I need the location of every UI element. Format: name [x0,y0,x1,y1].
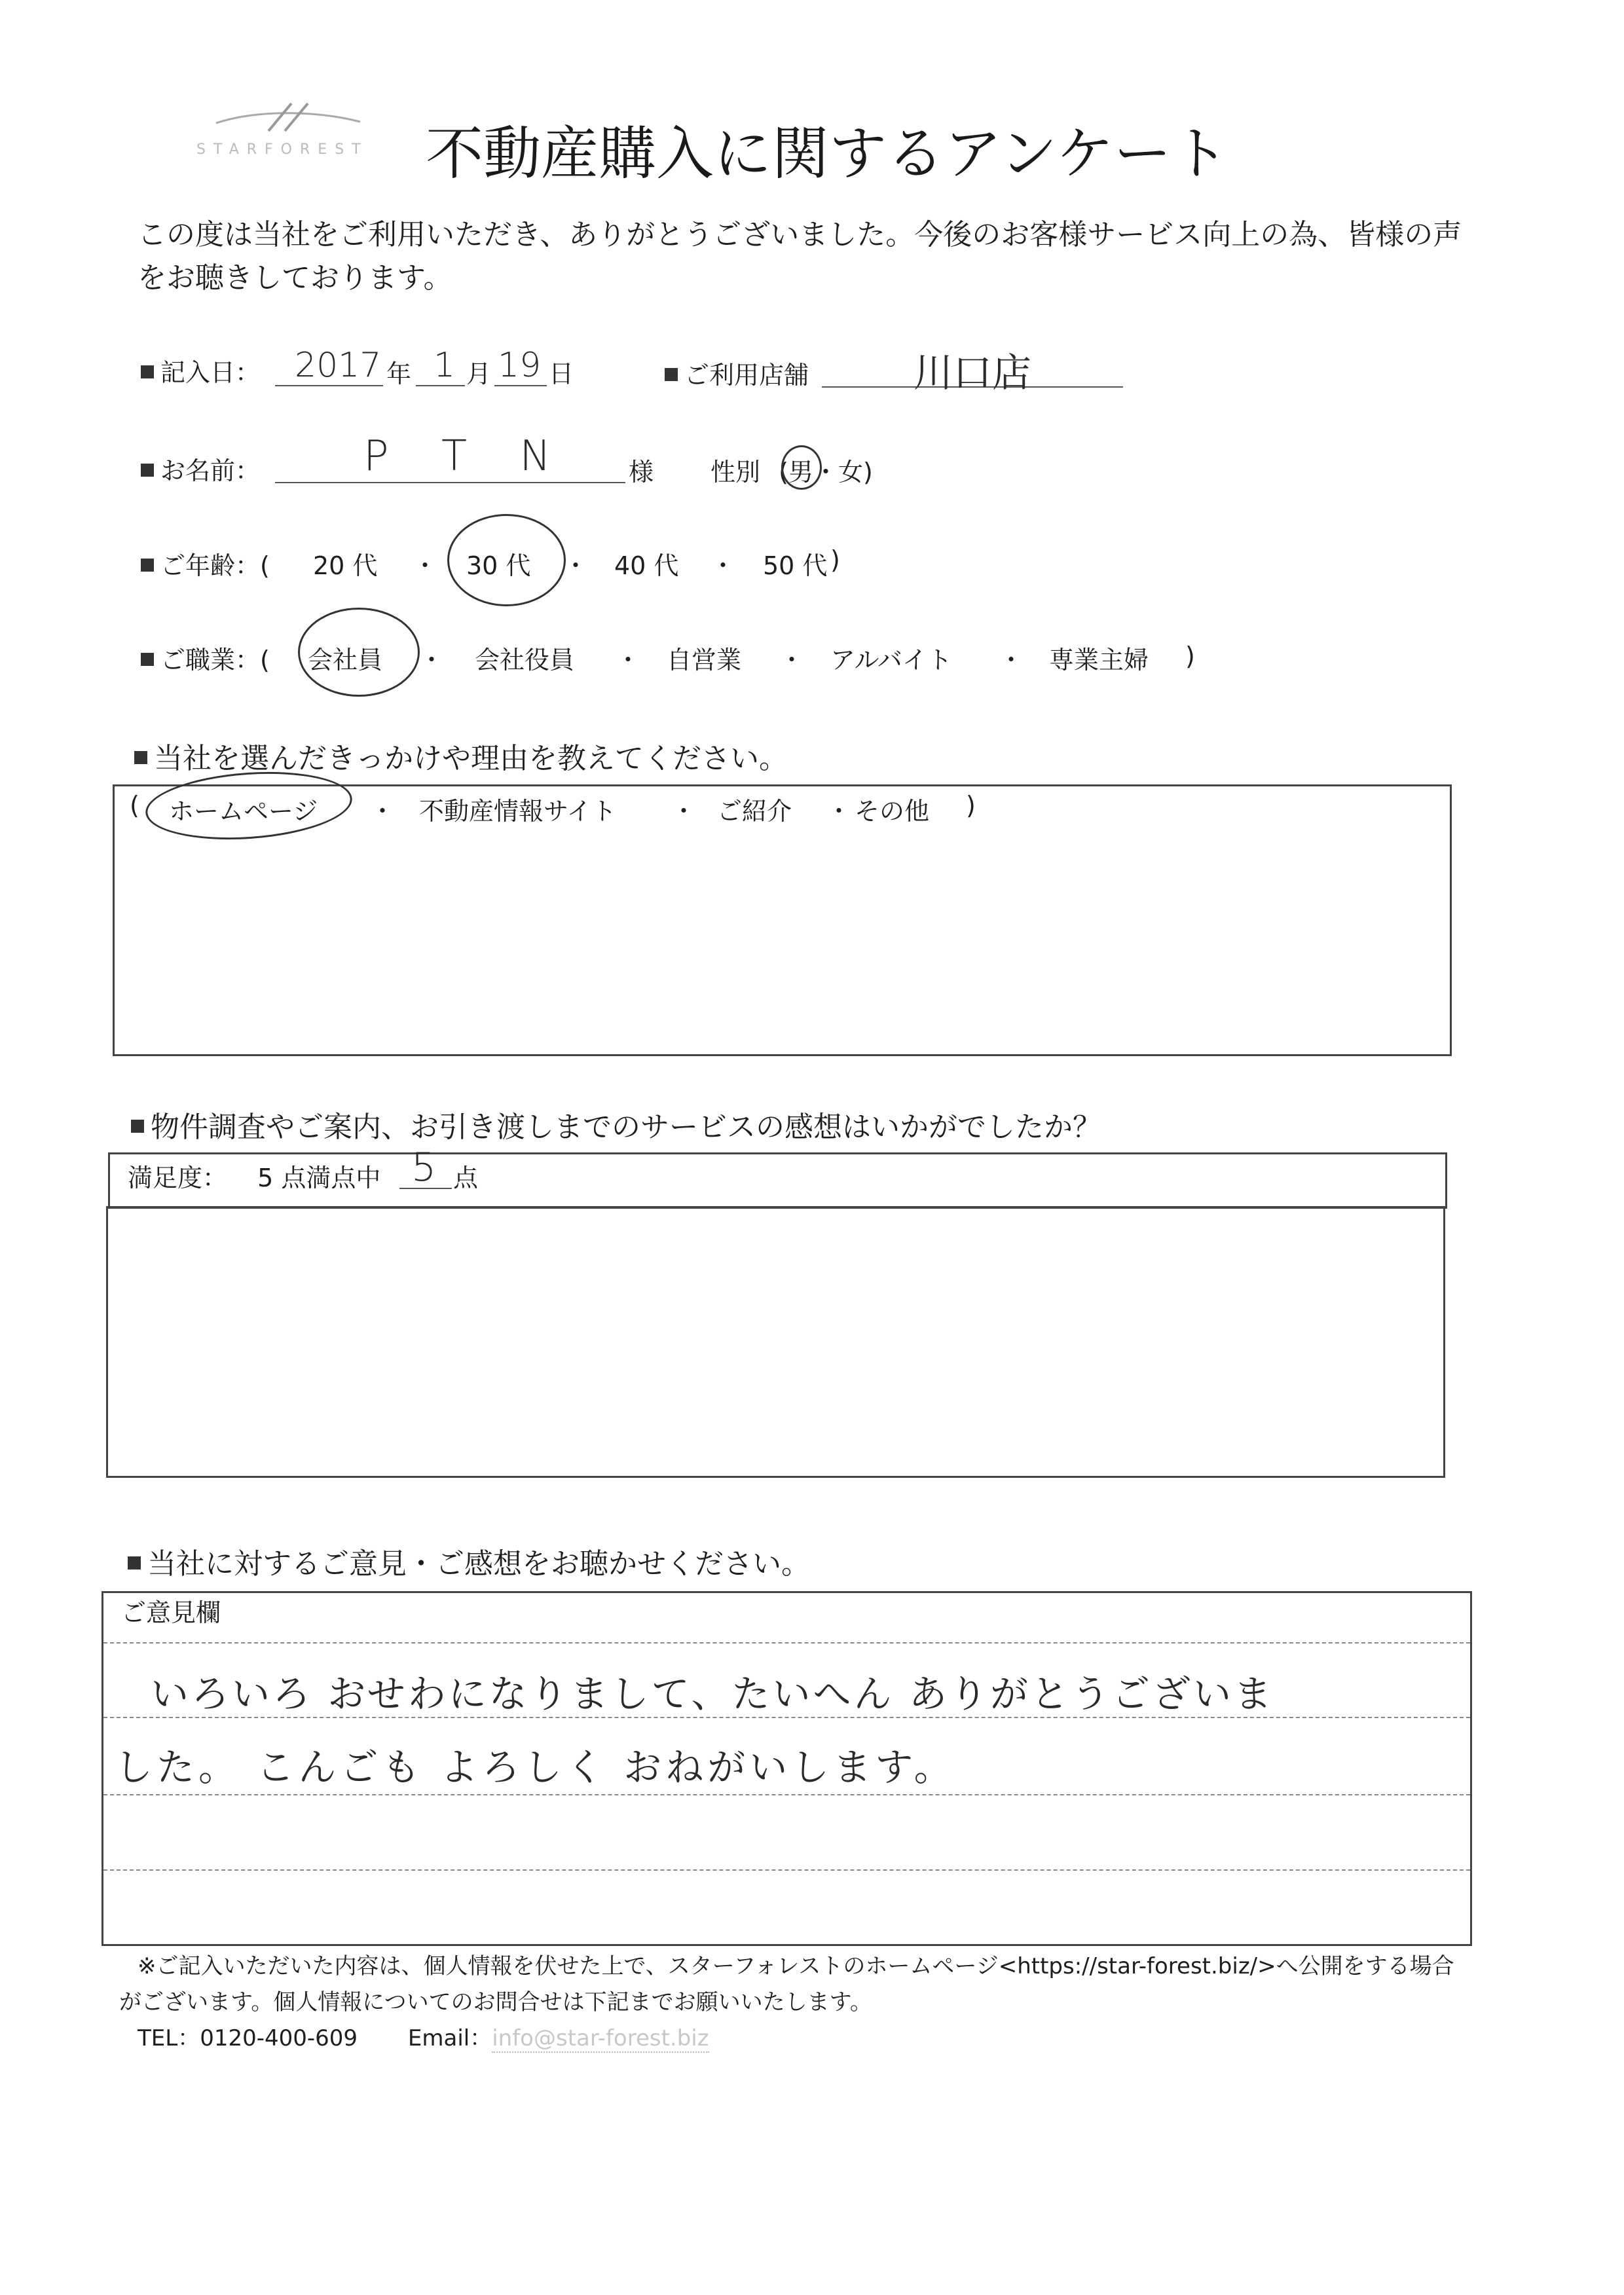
opinion-handwritten-line-1: いろいろ おせわになりまして、たいへん ありがとうございま [151,1672,1274,1716]
reason-option-real-estate-site[interactable]: 不動産情報サイト [419,797,617,826]
store-row [665,355,809,391]
reason-question: 当社を選んだきっかけや理由を教えてください。 [134,735,788,777]
gender-separator: ・ [813,458,838,487]
occupation-option-homemaker[interactable]: 専業主婦 [1049,646,1149,674]
opinion-ruled-line [103,1642,1470,1643]
footer-note-line-1: ※ご記入いただいた内容は、個人情報を伏せた上で、スターフォレストのホームページ<https://star-forest.biz/>へ公開をする場合 [138,1953,1454,1979]
occupation-separator: ・ [999,646,1024,674]
reason-option-referral[interactable]: ご紹介 [717,797,792,826]
footer-email-link[interactable]: info@star-forest.biz [492,2025,709,2051]
name-row [141,450,260,487]
occupation-option-executive[interactable]: 会社役員 [475,646,575,674]
satisfaction-unit: 点 [453,1164,479,1192]
date-month-unit: 月 [466,359,492,388]
intro-line-2: をお聴きしております。 [138,261,452,295]
reason-option-other[interactable]: その他 [855,797,930,826]
name-value: P T N [363,432,571,481]
date-month-value: 1 [434,346,456,385]
name-line [275,482,625,483]
page-title: 不動産購入に関するアンケート [426,120,1229,187]
age-label: ご年齢：( [160,551,270,580]
reason-close: ) [966,791,976,820]
date-day-line [494,385,547,386]
occupation-option-self-employed[interactable]: 自営業 [667,646,742,674]
opinion-ruled-line [103,1869,1470,1871]
bullet-square-icon [141,365,154,378]
gender-option-female[interactable]: 女 [838,458,863,487]
date-year-unit: 年 [386,359,412,388]
reason-separator: ・ [671,797,697,826]
date-day-value: 19 [498,346,542,385]
opinion-field-label: ご意見欄 [121,1598,221,1627]
occupation-separator: ・ [616,646,641,674]
date-year-value: 2017 [295,346,382,385]
age-option-40[interactable]: 40 代 [614,551,679,580]
age-option-20[interactable]: 20 代 [313,551,378,580]
bullet-square-icon [134,751,147,764]
occupation-row [141,640,270,676]
entry-date-label: 記入日： [160,358,261,387]
age-option-30[interactable]: 30 代 [466,551,531,580]
satisfaction-label: 満足度： [128,1164,228,1192]
entry-date-row [141,352,260,388]
bullet-square-icon [141,653,154,666]
age-separator: ・ [710,551,736,580]
satisfaction-row [128,1158,380,1194]
age-selected-circle [447,514,566,606]
date-day-unit: 日 [549,359,574,388]
opinion-handwritten-line-2: した。 こんごも よろしく おねがいします。 [115,1745,956,1790]
company-logo [196,98,380,164]
bullet-square-icon [665,368,678,381]
gender-close: ) [862,458,873,487]
footer-tel: TEL：0120-400-609 [138,2025,358,2051]
date-month-line [416,385,465,386]
reason-open: ( [130,791,139,820]
age-separator: ・ [563,551,589,580]
satisfaction-scale: 5 点満点中 [257,1164,381,1192]
gender-label: 性別 [710,458,761,487]
logo-mark-icon [196,98,380,138]
service-question: 物件調査やご案内、お引き渡しまでのサービスの感想はいかがでしたか？ [131,1103,1101,1145]
logo-text: STARFOREST [196,141,369,158]
age-option-50[interactable]: 50 代 [763,551,828,580]
footer-contact [138,2020,709,2052]
reason-separator: ・ [370,797,396,826]
occupation-selected-circle [298,608,420,697]
occupation-separator: ・ [779,646,805,674]
age-close: ) [830,545,840,574]
service-comment-box[interactable] [106,1206,1445,1478]
bullet-square-icon [141,464,154,477]
intro-line-1: この度は当社をご利用いただき、ありがとうございました。今後のお客様サービス向上の為、皆様の声 [138,218,1462,251]
age-row [141,545,270,581]
store-label: ご利用店舗 [684,361,809,390]
reason-separator: ・ [826,797,852,826]
satisfaction-score: 5 [411,1145,437,1190]
occupation-label: ご職業：( [160,646,270,674]
bullet-square-icon [141,559,154,572]
footer-email-label: Email： [407,2025,492,2051]
occupation-close: ) [1185,642,1195,670]
gender-selected-circle [781,445,822,490]
name-suffix: 様 [629,458,654,487]
opinion-ruled-line [103,1794,1470,1795]
reason-option-homepage[interactable]: ホームページ [169,797,318,826]
date-year-line [275,385,383,386]
footer-note-line-2: がございます。個人情報についてのお問合せは下記までお願いいたします。 [119,1989,872,2015]
occupation-option-employee[interactable]: 会社員 [308,646,383,674]
gender-open: ( [779,458,788,487]
occupation-option-part-time[interactable]: アルバイト [830,646,952,674]
age-separator: ・ [413,551,438,580]
opinion-question: 当社に対するご意見・ご感想をお聴かせください。 [128,1540,810,1582]
bullet-square-icon [131,1120,144,1133]
bullet-square-icon [128,1556,141,1570]
occupation-separator: ・ [419,646,445,674]
name-label: お名前： [160,456,261,485]
store-value: 川口店 [913,350,1031,396]
gender-option-male[interactable]: 男 [788,458,813,487]
